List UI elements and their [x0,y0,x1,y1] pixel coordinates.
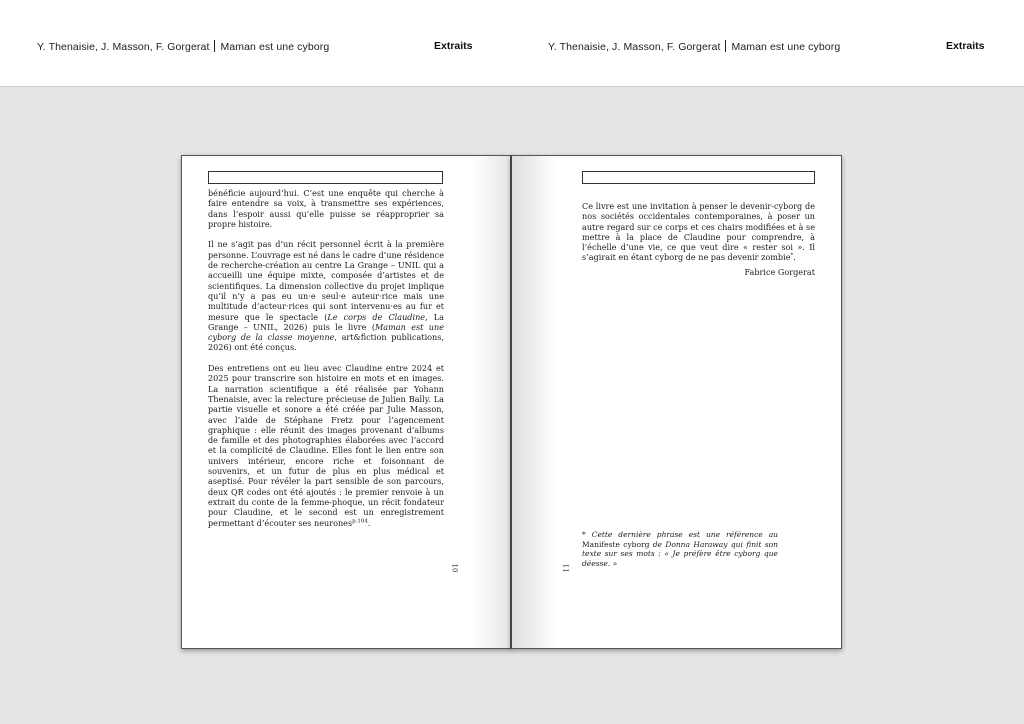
left-p2-text-b: , La Grange – UNIL, 2026) puis le livre ( [208,311,444,332]
right-page-body [582,201,815,277]
left-paragraph-3 [208,363,444,528]
right-page-header-frame [582,171,815,184]
left-paragraph-1: bénéficie aujourd’hui. C’est une enquête qui cherche à faire entendre sa voix, à transmettre ses expériences, dans l’espoir aussi qu’elle puisse se réapproprier sa propre histoire. [208,188,444,229]
header-left-section: Extraits [434,40,473,52]
right-p1-end: . [793,252,796,263]
left-p2-text-a: Il ne s’agit pas d’un récit personnel écrit à la première personne. L’ouvrage est né dans le cadre d’une résidence de recherche-création au centre La Grange – UNIL qui a accueilli une équipe mixte, composée d’artistes et de scientifiques. La dimension collective du projet implique qu’il n’y a pas eu un·e seul·e auteur·rice mais une multitude d’acteur·rices qui sont intervenu·es au fur et mesure que le spectacle ( [208,239,444,322]
left-page-body [208,188,444,538]
right-p1-footnote-mark: * [790,252,794,259]
right-page [511,155,842,649]
header-left-credits [37,40,329,53]
left-p2-text-c: , art&fiction publications, 2026) ont été conçus. [208,332,444,353]
header-right-separator [725,40,726,52]
left-p2-italic-2: Maman est une cyborg de la classe moyenne [208,321,444,343]
header-left-authors: Y. Thenaisie, J. Masson, F. Gorgerat [37,41,210,53]
book-spine [510,155,512,649]
signature: Fabrice Gorgerat [744,266,815,277]
left-p3-end: . [367,517,371,528]
header-left-separator [214,40,215,52]
header-right-credits [548,40,840,53]
right-page-number: 11 [562,563,571,573]
left-page-header-frame [208,171,443,184]
left-p3-text: Des entretiens ont eu lieu avec Claudine entre 2024 et 2025 pour transcrire son histoire en mots et en images. La narration scientifique a été réalisée par Yohann Thenaisie, avec la relecture précieuse de Julien Bally. La partie visuelle et sonore a été créée par Julie Masson, avec l’aide de Stéphane Fretz pour l’agencement graphique : elle réunit des images provenant d’albums de famille et des photographies élaborées avec l’accord et la complicité de Claudine. Elles font le lien entre son univers intérieur, encore riche et foisonnant de souvenirs, et un futur de plus en plus médical et aseptisé. Pour révéler la part sensible de son parcours, deux QR codes ont été ajoutés : le premier renvoie à un extrait du conte de la femme-phoque, un récit fondateur pour Claudine, et le second est un enregistrement permettant d’écouter ses neurones [208,363,444,528]
right-paragraph-1 [582,201,815,263]
right-p1-text: Ce livre est une invitation à penser le devenir-cyborg de nos sociétés occidentales contemporaines, à poser un autre regard sur ce corps et ces chairs modifiées et à se mettre à la place de Claudine pour comprendre, à l’échelle d’une vie, ce que veut dire « rester soi ». Il s’agirait en étant cyborg de ne pas devenir zombie [582,201,815,263]
left-p3-page-ref: p.104 [352,517,368,524]
footnote [582,530,778,568]
footnote-text-c: de Donna Haraway qui finit son texte sur ses mots : « Je préfère être cyborg que déesse. » [582,539,779,568]
top-header-bar [0,0,1024,87]
left-page [181,155,512,649]
header-right-title: Maman est une cyborg [731,41,841,53]
left-page-number: 10 [450,563,459,573]
footnote-text-a: * Cette dernière phrase est une référence au [582,530,778,539]
footnote-title: Manifeste cyborg [582,539,650,549]
header-right-authors: Y. Thenaisie, J. Masson, F. Gorgerat [548,41,721,53]
left-p2-italic-1: Le corps de Claudine [327,311,426,322]
header-right-section: Extraits [946,40,985,52]
left-paragraph-2 [208,239,444,352]
header-left-title: Maman est une cyborg [220,41,330,53]
